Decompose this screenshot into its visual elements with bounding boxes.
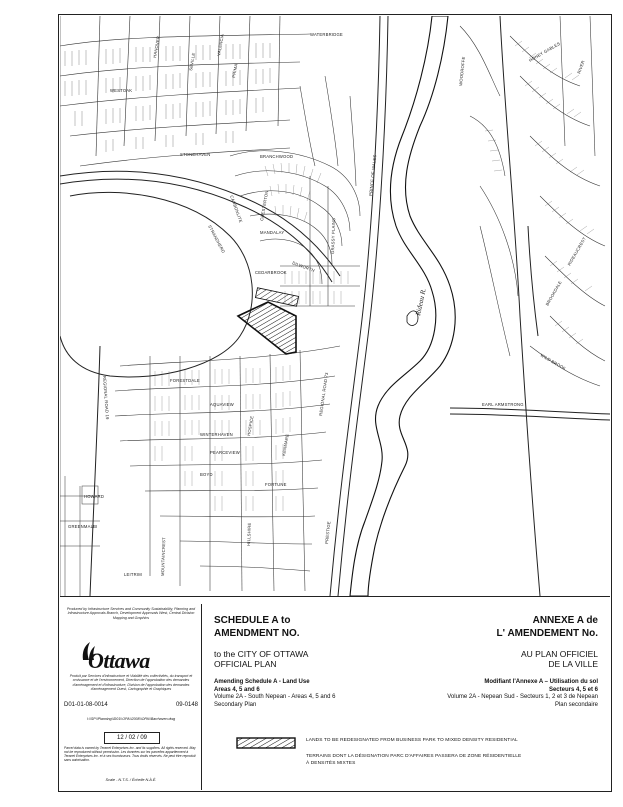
schedule-title-line2: AMENDMENT NO. xyxy=(214,628,300,639)
annexe-sub-line1: AU PLAN OFFICIEL xyxy=(521,649,598,659)
schedule-sub-line2: OFFICIAL PLAN xyxy=(214,659,277,669)
map-label-strandherd: STRANDHERD xyxy=(207,224,227,254)
map-label-regional-road-19: REGIONAL ROAD 19 xyxy=(102,375,111,420)
map-label-cedarbrook: CEDARBROOK xyxy=(255,270,287,275)
map-label-woodroffe: WOODROFFE xyxy=(458,56,467,87)
map-label-grassy-plains: GRASSY PLAINS xyxy=(330,217,337,255)
scale-text: Scale - N.T.S. / Échelle N.À.É. xyxy=(105,778,157,782)
annexe-amend-line2: Secteurs 4, 5 et 6 xyxy=(548,686,598,693)
map-label-kenmare: KENMARE xyxy=(281,433,290,457)
produit-par-text: Produit par Services d'infrastructure et Viabilité des collectivités, du transport et croissance et de l'environnement, Direction de l'approbation des demandes d'aménagement et d'infrastructure, Division de l'approbation des demandes d'aménagement Ouest, Cartographie et Graphiques xyxy=(69,674,193,691)
file-number: D01-01-08-0014 xyxy=(64,702,108,708)
map-label-prestige: PRESTIGE xyxy=(324,520,332,545)
copyright-text: Parcel data is owned by Teranet Enterprises Inc. and its suppliers. All rights reserved. May not be reproduced without permission. Les données sur les parcelles appartiennent à Teranet Enterprises Inc. et à ses fournisseurs. Tous droits réservés. Ne peut être reproduit sans autorisation. xyxy=(64,746,196,763)
map-label-river: RIVER xyxy=(576,59,586,75)
map-label-valencia: VALENCIA xyxy=(216,33,225,57)
legend-english: LANDS TO BE REDESIGNATED FROM BUSINESS PARK TO MIXED DENSITY RESIDENTIAL xyxy=(306,738,518,743)
map-label-hospice: HOSPICE xyxy=(246,415,255,437)
map-label-rideaucrest: RIDEAUCREST xyxy=(566,236,587,267)
map-label-waterbridge: WATERBRIDGE xyxy=(310,32,343,37)
map-label-seville: SEVILLE xyxy=(188,52,197,72)
annexe-amend-line1: Modifiant l'Annexe A – Utilisation du sol xyxy=(484,679,598,685)
subject-site-small xyxy=(255,288,298,307)
annexe-vol-line1: Volume 2A - Nepean Sud - Secteurs 1, 2 et 3 de Nepean xyxy=(447,694,598,700)
map-label-prince-of-wales: PRINCE OF WALES xyxy=(368,154,378,197)
map-label-fortune: FORTUNE xyxy=(265,482,287,487)
map-label-mandalay: MANDALAY xyxy=(260,230,285,235)
map-label-hillshire: HILLSHIRE xyxy=(246,522,252,547)
schedule-french xyxy=(408,614,598,709)
west-lot-lines xyxy=(65,43,270,152)
map-label-prima: PRIMA xyxy=(231,63,239,79)
map-label-mountaincrest: MOUNTAINCREST xyxy=(160,537,167,577)
map-label-leitrim: LEITRIM xyxy=(124,572,142,577)
map-label-boyd: BOYD xyxy=(200,472,213,477)
map-label-regional-road-73: REGIONAL ROAD 73 xyxy=(318,372,330,417)
map-label-aquaview: AQUAVIEW xyxy=(210,402,234,407)
schedule-sub-line1: to the CITY OF OTTAWA xyxy=(214,649,309,659)
legend-hatch-swatch xyxy=(236,737,296,749)
reference-number: 09-0148 xyxy=(175,702,198,708)
produced-by-text: Produced by Infrastructure Services and Community Sustainability, Planning and Infrastructure Approvals Branch, Development Approvals West, Central Division Mapping and Graphics xyxy=(66,607,196,620)
map-label-earl-armstrong: EARL ARMSTRONG xyxy=(482,402,524,407)
annexe-title-line1: ANNEXE A de xyxy=(532,615,598,626)
map-drawing xyxy=(60,16,610,596)
legend-french-line1: TERRAINS DONT LA DÉSIGNATION PARC D'AFFAIRES PASSERA DE ZONE RÉSIDENTIELLE xyxy=(306,754,522,759)
file-path: I:\\SP\\Planning\\D01\\OPA\\2008\\OPA\\Barrhaven.dwg xyxy=(86,717,176,721)
map-label-greenmalbi: GREENMALBI xyxy=(68,524,98,529)
southwest-lots xyxy=(155,365,290,511)
annexe-sub-line2: DE LA VILLE xyxy=(548,659,598,669)
schedule-vol-line1: Volume 2A - South Nepean - Areas 4, 5 and 6 xyxy=(214,694,336,700)
title-block-left xyxy=(60,604,202,790)
map-label-branchwood: BRANCHWOOD xyxy=(260,154,294,159)
southwest-subdivision xyxy=(115,346,340,591)
subject-site-hatched xyxy=(238,302,296,354)
map-label-pearceview: PEARCEVIEW xyxy=(210,450,240,455)
site-map xyxy=(60,16,610,597)
map-label-westoak: WESTOAK xyxy=(110,88,133,93)
east-subdivision xyxy=(460,16,605,386)
schedule-amend-line1: Amending Schedule A - Land Use xyxy=(214,679,310,685)
annexe-title-line2: L' AMENDEMENT No. xyxy=(496,628,598,639)
map-label-winterhaven: WINTERHAVEN xyxy=(200,432,233,437)
map-label-dilworth: DILWORTH xyxy=(291,260,316,273)
map-label-stonehaven: STONEHAVEN xyxy=(180,152,211,157)
map-label-brookdale: BROOKDALE xyxy=(544,279,563,307)
schedule-vol-line2: Secondary Plan xyxy=(214,701,257,708)
map-label-wild-brook: WILD BROOK xyxy=(539,352,567,372)
schedule-english xyxy=(214,614,404,709)
rideau-river xyxy=(350,16,455,596)
map-label-carbonlite: CARBONLITE xyxy=(229,194,244,224)
map-label-howard: HOWARD xyxy=(84,494,105,499)
map-label-honey-gables: HONEY GABLES xyxy=(528,40,561,63)
legend-french-line2: À DENSITÉS MIXTES xyxy=(306,761,356,766)
map-label-forestdale: FORESTDALE xyxy=(170,378,200,383)
annexe-vol-line2: Plan secondaire xyxy=(554,701,598,708)
map-label-chesterton: CHESTERTON xyxy=(259,190,270,222)
map-label-rideau-river: Rideau R. xyxy=(414,287,428,317)
ottawa-logo-text: Ottawa xyxy=(88,648,150,673)
schedule-title-line1: SCHEDULE A to xyxy=(214,615,291,626)
file-number-row xyxy=(64,702,198,714)
schedule-amend-line2: Areas 4, 5 and 6 xyxy=(214,686,260,693)
east-lots xyxy=(485,41,594,344)
map-label-hanover: HANOVER xyxy=(152,35,161,59)
date-box: 12 / 02 / 09 xyxy=(104,732,160,744)
